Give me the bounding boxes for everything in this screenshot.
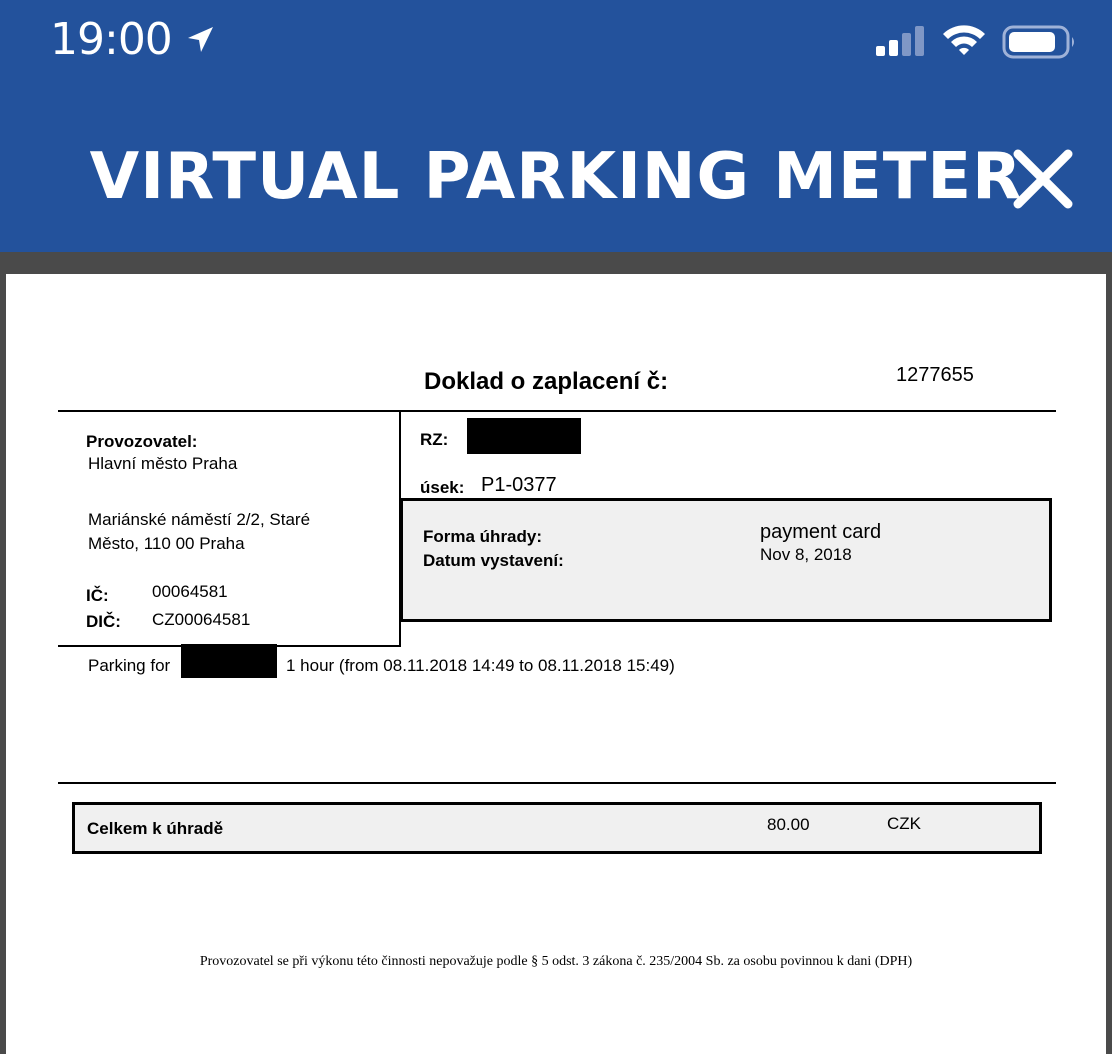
operator-label: Provozovatel:	[86, 432, 198, 451]
redacted-plate	[181, 644, 277, 678]
issue-date-value: Nov 8, 2018	[760, 545, 852, 564]
page-title-text: VIRTUAL PARKING METER	[89, 140, 1023, 214]
receipt-document	[6, 274, 1106, 1054]
total-amount: 80.00	[767, 815, 810, 834]
divider	[58, 410, 1056, 412]
ic-value: 00064581	[152, 582, 228, 601]
usek-value: P1-0377	[481, 474, 557, 496]
document-viewer[interactable]	[0, 252, 1112, 1054]
location-arrow-icon	[184, 24, 216, 56]
operator-name: Hlavní město Praha	[88, 454, 238, 473]
footer-note: Provozovatel se při výkonu této činnosti nepovažuje podle § 5 odst. 3 zákona č. 235/2004 Sb. za osobu povinnou k dani (DPH)	[199, 954, 913, 969]
status-time: 19:00	[50, 14, 172, 65]
battery-icon	[1002, 24, 1078, 60]
redacted-plate	[467, 418, 581, 454]
parking-prefix: Parking for	[88, 656, 171, 675]
rz-label: RZ:	[420, 430, 449, 449]
operator-address-line1: Mariánské náměstí 2/2, Staré	[88, 510, 311, 529]
cellular-signal-icon	[874, 24, 928, 58]
payment-info-box	[400, 498, 1052, 622]
receipt-title: Doklad o zaplacení č:	[424, 368, 669, 395]
operator-address-line2: Město, 110 00 Praha	[88, 534, 245, 553]
total-label: Celkem k úhradě	[87, 819, 224, 838]
dic-label: DIČ:	[86, 612, 121, 631]
close-icon[interactable]	[1008, 144, 1078, 214]
payment-method-value: payment card	[760, 521, 882, 543]
payment-method-label: Forma úhrady:	[423, 527, 543, 546]
divider	[58, 782, 1056, 784]
ic-label: IČ:	[86, 586, 109, 605]
issue-date-label: Datum vystavení:	[423, 551, 564, 570]
wifi-icon	[940, 22, 988, 58]
total-box	[72, 802, 1042, 854]
parking-detail: 1 hour (from 08.11.2018 14:49 to 08.11.2018 15:49)	[286, 656, 675, 675]
usek-label: úsek:	[420, 478, 465, 497]
page-title	[0, 140, 1112, 214]
app-header	[0, 0, 1112, 252]
receipt-number: 1277655	[896, 364, 974, 386]
total-currency: CZK	[887, 814, 921, 833]
dic-value: CZ00064581	[152, 610, 251, 629]
